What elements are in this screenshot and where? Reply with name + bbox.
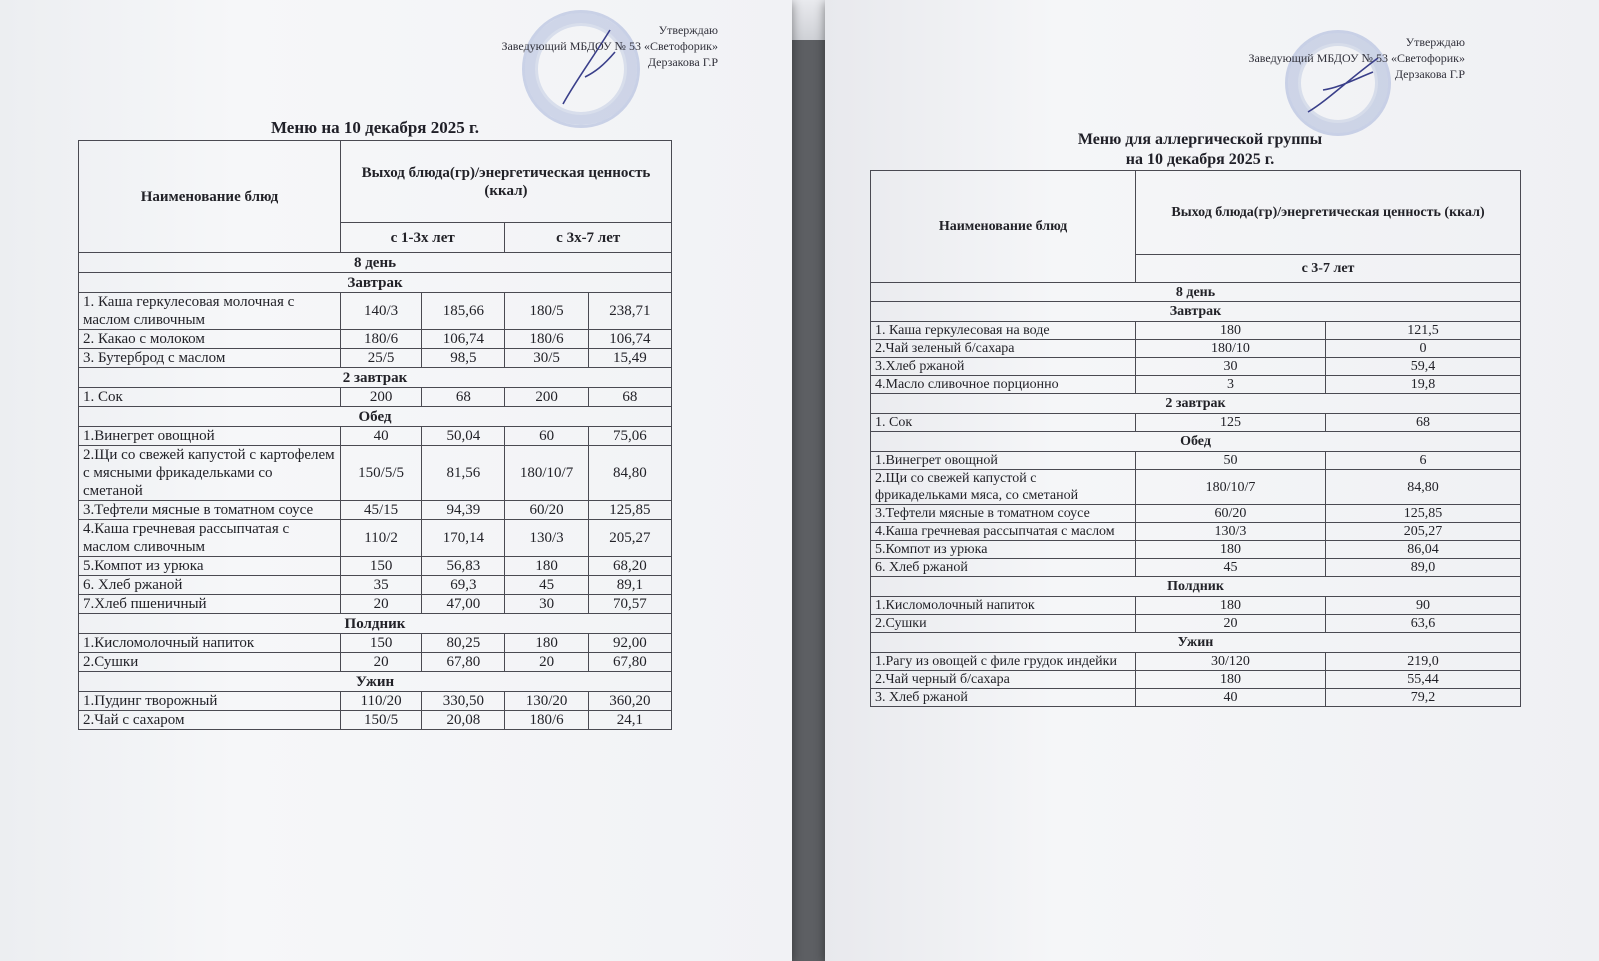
value-cell: 121,5 — [1326, 322, 1521, 340]
dish-name: 6. Хлеб ржаной — [871, 559, 1136, 577]
dish-name: 4.Каша гречневая рассыпчатая с маслом — [871, 523, 1136, 541]
table-row — [79, 653, 672, 672]
value-cell: 68,20 — [588, 557, 671, 576]
approval-line-1: Утверждаю — [1405, 35, 1465, 49]
section-header-row — [871, 633, 1521, 653]
value-cell: 180/10 — [1136, 340, 1326, 358]
value-cell: 50,04 — [422, 427, 505, 446]
table-row — [871, 322, 1521, 340]
table-row — [871, 541, 1521, 559]
table-row — [79, 520, 672, 557]
value-cell: 185,66 — [422, 293, 505, 330]
value-cell: 125 — [1136, 414, 1326, 432]
menu-table-general — [78, 140, 672, 730]
value-cell: 47,00 — [422, 595, 505, 614]
dish-name: 2.Чай черный б/сахара — [871, 671, 1136, 689]
dish-name: 2.Щи со свежей капустой с картофелем с мясными фрикадельками со сметаной — [79, 446, 341, 501]
table-row — [79, 557, 672, 576]
section-title: Обед — [79, 407, 672, 427]
dish-name: 1.Рагу из овощей с филе грудок индейки — [871, 653, 1136, 671]
section-title: Обед — [871, 432, 1521, 452]
value-cell: 69,3 — [422, 576, 505, 595]
section-title: Полдник — [79, 614, 672, 634]
table-row — [871, 615, 1521, 633]
value-cell: 60/20 — [505, 501, 588, 520]
value-cell: 150/5 — [340, 711, 421, 730]
value-cell: 200 — [505, 388, 588, 407]
value-cell: 25/5 — [340, 349, 421, 368]
menu-table-allergy — [870, 170, 1521, 707]
value-cell: 125,85 — [1326, 505, 1521, 523]
value-cell: 30 — [505, 595, 588, 614]
value-cell: 180 — [505, 557, 588, 576]
dish-name: 2. Какао с молоком — [79, 330, 341, 349]
day-label: 8 день — [79, 253, 672, 273]
dish-name: 3.Тефтели мясные в томатном соусе — [871, 505, 1136, 523]
value-cell: 30/120 — [1136, 653, 1326, 671]
section-header-row — [79, 368, 672, 388]
value-cell: 68 — [588, 388, 671, 407]
section-header-row — [79, 672, 672, 692]
value-cell: 80,25 — [422, 634, 505, 653]
approval-line-1: Утверждаю — [658, 23, 718, 37]
section-title: Ужин — [79, 672, 672, 692]
table-row — [871, 452, 1521, 470]
value-cell: 238,71 — [588, 293, 671, 330]
value-cell: 70,57 — [588, 595, 671, 614]
table-row — [871, 376, 1521, 394]
value-cell: 68 — [422, 388, 505, 407]
header-output: Выход блюда(гр)/энергетическая ценность (ккал) — [340, 141, 671, 223]
value-cell: 130/3 — [505, 520, 588, 557]
dish-name: 1.Винегрет овощной — [79, 427, 341, 446]
value-cell: 180/6 — [340, 330, 421, 349]
value-cell: 0 — [1326, 340, 1521, 358]
table-row — [871, 653, 1521, 671]
dish-name: 1.Кисломолочный напиток — [79, 634, 341, 653]
value-cell: 219,0 — [1326, 653, 1521, 671]
table-row — [79, 634, 672, 653]
value-cell: 20 — [1136, 615, 1326, 633]
value-cell: 81,56 — [422, 446, 505, 501]
menu-title: Меню на 10 декабря 2025 г. — [270, 118, 480, 137]
value-cell: 67,80 — [422, 653, 505, 672]
value-cell: 30/5 — [505, 349, 588, 368]
section-title: Ужин — [871, 633, 1521, 653]
menu-title-line-2: на 10 декабря 2025 г. — [1125, 151, 1275, 168]
value-cell: 110/20 — [340, 692, 421, 711]
dish-name: 1.Кисломолочный напиток — [871, 597, 1136, 615]
value-cell: 79,2 — [1326, 689, 1521, 707]
table-row — [79, 446, 672, 501]
value-cell: 200 — [340, 388, 421, 407]
value-cell: 75,06 — [588, 427, 671, 446]
dish-name: 2.Щи со свежей капустой с фрикадельками мяса, со сметаной — [871, 470, 1136, 505]
value-cell: 40 — [340, 427, 421, 446]
value-cell: 125,85 — [588, 501, 671, 520]
dish-name: 1. Каша геркулесовая на воде — [871, 322, 1136, 340]
approval-line-3: Дерзакова Г.Р — [1394, 67, 1465, 81]
approval-line-3: Дерзакова Г.Р — [647, 55, 718, 69]
dish-name: 2.Чай с сахаром — [79, 711, 341, 730]
value-cell: 30 — [1136, 358, 1326, 376]
dish-name: 1. Сок — [79, 388, 341, 407]
table-row — [871, 523, 1521, 541]
table-row — [79, 711, 672, 730]
value-cell: 106,74 — [422, 330, 505, 349]
dish-name: 1. Каша геркулесовая молочная с маслом сливочным — [79, 293, 341, 330]
table-row — [79, 501, 672, 520]
value-cell: 84,80 — [588, 446, 671, 501]
section-header-row — [79, 407, 672, 427]
approval-block — [1175, 34, 1465, 82]
menu-title — [985, 130, 1415, 170]
value-cell: 6 — [1326, 452, 1521, 470]
day-label: 8 день — [871, 283, 1521, 302]
table-row — [79, 427, 672, 446]
section-header-row — [79, 273, 672, 293]
table-row — [79, 692, 672, 711]
dish-name: 3.Тефтели мясные в томатном соусе — [79, 501, 341, 520]
value-cell: 150 — [340, 634, 421, 653]
dish-name: 3. Бутерброд с маслом — [79, 349, 341, 368]
menu-title-line-1: Меню для аллергической группы — [1077, 131, 1323, 148]
value-cell: 19,8 — [1326, 376, 1521, 394]
value-cell: 180/10/7 — [1136, 470, 1326, 505]
value-cell: 45 — [1136, 559, 1326, 577]
table-row — [79, 388, 672, 407]
value-cell: 86,04 — [1326, 541, 1521, 559]
value-cell: 89,0 — [1326, 559, 1521, 577]
dish-name: 1. Сок — [871, 414, 1136, 432]
approval-line-2: Заведующий МБДОУ № 53 «Светофорик» — [501, 39, 718, 53]
header-output: Выход блюда(гр)/энергетическая ценность (ккал) — [1136, 171, 1521, 255]
value-cell: 106,74 — [588, 330, 671, 349]
value-cell: 63,6 — [1326, 615, 1521, 633]
table-row — [871, 340, 1521, 358]
value-cell: 45/15 — [340, 501, 421, 520]
dish-name: 7.Хлеб пшеничный — [79, 595, 341, 614]
section-header-row — [79, 614, 672, 634]
value-cell: 180 — [1136, 541, 1326, 559]
approval-line-2: Заведующий МБДОУ № 53 «Светофорик» — [1248, 51, 1465, 65]
dish-name: 2.Чай зеленый б/сахара — [871, 340, 1136, 358]
dish-name: 1.Винегрет овощной — [871, 452, 1136, 470]
table-row — [79, 293, 672, 330]
value-cell: 89,1 — [588, 576, 671, 595]
dish-name: 5.Компот из урюка — [79, 557, 341, 576]
table-row — [871, 671, 1521, 689]
dish-name: 5.Компот из урюка — [871, 541, 1136, 559]
header-age-3-7: с 3х-7 лет — [505, 223, 672, 253]
value-cell: 170,14 — [422, 520, 505, 557]
value-cell: 130/3 — [1136, 523, 1326, 541]
section-header-row — [871, 302, 1521, 322]
value-cell: 56,83 — [422, 557, 505, 576]
value-cell: 60 — [505, 427, 588, 446]
value-cell: 45 — [505, 576, 588, 595]
value-cell: 180 — [1136, 322, 1326, 340]
value-cell: 180/5 — [505, 293, 588, 330]
value-cell: 15,49 — [588, 349, 671, 368]
table-row — [79, 349, 672, 368]
table-row — [871, 689, 1521, 707]
value-cell: 67,80 — [588, 653, 671, 672]
value-cell: 3 — [1136, 376, 1326, 394]
value-cell: 110/2 — [340, 520, 421, 557]
value-cell: 150 — [340, 557, 421, 576]
value-cell: 180 — [1136, 671, 1326, 689]
approval-block — [430, 22, 718, 70]
value-cell: 205,27 — [1326, 523, 1521, 541]
section-title: Полдник — [871, 577, 1521, 597]
table-row — [871, 414, 1521, 432]
value-cell: 20,08 — [422, 711, 505, 730]
section-header-row — [871, 432, 1521, 452]
header-dish-name: Наименование блюд — [79, 141, 341, 253]
value-cell: 140/3 — [340, 293, 421, 330]
value-cell: 180 — [1136, 597, 1326, 615]
dish-name: 1.Пудинг творожный — [79, 692, 341, 711]
table-row — [871, 505, 1521, 523]
value-cell: 35 — [340, 576, 421, 595]
section-header-row — [871, 394, 1521, 414]
value-cell: 98,5 — [422, 349, 505, 368]
value-cell: 180/6 — [505, 330, 588, 349]
value-cell: 330,50 — [422, 692, 505, 711]
section-header-row — [871, 577, 1521, 597]
section-title: Завтрак — [79, 273, 672, 293]
value-cell: 40 — [1136, 689, 1326, 707]
value-cell: 94,39 — [422, 501, 505, 520]
header-dish-name: Наименование блюд — [871, 171, 1136, 283]
value-cell: 130/20 — [505, 692, 588, 711]
value-cell: 360,20 — [588, 692, 671, 711]
value-cell: 20 — [340, 653, 421, 672]
dish-name: 3. Хлеб ржаной — [871, 689, 1136, 707]
value-cell: 55,44 — [1326, 671, 1521, 689]
table-row — [871, 358, 1521, 376]
value-cell: 20 — [505, 653, 588, 672]
value-cell: 68 — [1326, 414, 1521, 432]
value-cell: 205,27 — [588, 520, 671, 557]
value-cell: 59,4 — [1326, 358, 1521, 376]
dish-name: 2.Сушки — [871, 615, 1136, 633]
table-row — [79, 595, 672, 614]
value-cell: 84,80 — [1326, 470, 1521, 505]
table-row — [871, 559, 1521, 577]
value-cell: 20 — [340, 595, 421, 614]
value-cell: 180/10/7 — [505, 446, 588, 501]
table-row — [871, 470, 1521, 505]
value-cell: 92,00 — [588, 634, 671, 653]
dish-name: 4.Каша гречневая рассыпчатая с маслом сливочным — [79, 520, 341, 557]
dish-name: 4.Масло сливочное порционно — [871, 376, 1136, 394]
value-cell: 90 — [1326, 597, 1521, 615]
value-cell: 180 — [505, 634, 588, 653]
value-cell: 50 — [1136, 452, 1326, 470]
dish-name: 6. Хлеб ржаной — [79, 576, 341, 595]
section-title: Завтрак — [871, 302, 1521, 322]
value-cell: 60/20 — [1136, 505, 1326, 523]
value-cell: 24,1 — [588, 711, 671, 730]
value-cell: 180/6 — [505, 711, 588, 730]
dish-name: 3.Хлеб ржаной — [871, 358, 1136, 376]
table-row — [871, 597, 1521, 615]
table-row — [79, 576, 672, 595]
dish-name: 2.Сушки — [79, 653, 341, 672]
table-row — [79, 330, 672, 349]
value-cell: 150/5/5 — [340, 446, 421, 501]
section-title: 2 завтрак — [871, 394, 1521, 414]
section-title: 2 завтрак — [79, 368, 672, 388]
header-age-1-3: с 1-3х лет — [340, 223, 504, 253]
header-age-3-7: с 3-7 лет — [1136, 255, 1521, 283]
